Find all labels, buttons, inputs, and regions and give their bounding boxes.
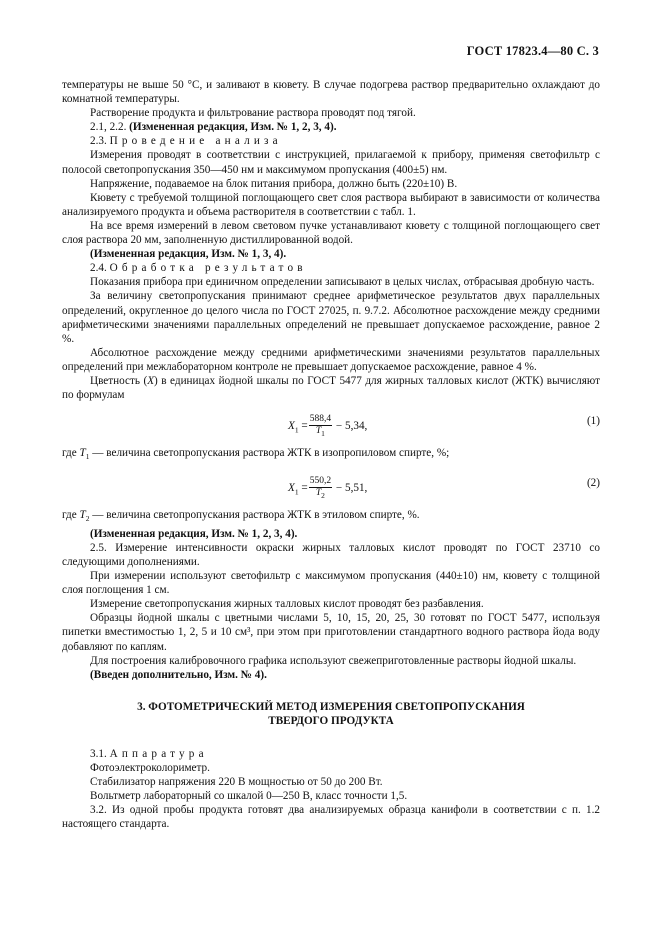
page-header: ГОСТ 17823.4—80 С. 3 xyxy=(466,44,599,58)
paragraph: Измерение светопропускания жирных талловых кислот проводят без разбавления. xyxy=(90,598,484,611)
formula-expression xyxy=(288,414,367,439)
text-span: Цветность ( xyxy=(90,374,148,387)
subscript: 1 xyxy=(294,487,299,497)
formula-rest: − 5,34, xyxy=(333,420,368,433)
formula-2 xyxy=(62,468,600,508)
denominator xyxy=(309,488,332,501)
section-title-line: 3. ФОТОМЕТРИЧЕСКИЙ МЕТОД ИЗМЕРЕНИЯ СВЕТОПРОПУСКАНИЯ xyxy=(137,700,525,713)
variable: T xyxy=(79,447,86,460)
operator: = xyxy=(298,420,308,433)
paragraph: температуры не выше 50 °С, и заливают в кювету. В случае подогрева раствор предварительно охлаждают до комнатной температуры. xyxy=(62,79,600,106)
subscript: 1 xyxy=(85,452,90,462)
paragraph: Вольтметр лабораторный со шкалой 0—250 В, класс точности 1,5. xyxy=(90,790,408,803)
text-span: — величина светопропускания раствора ЖТК в изопропиловом спирте, %; xyxy=(89,447,450,460)
amendment-note: (Измененная редакция, Изм. № 1, 2, 3, 4). xyxy=(90,527,298,540)
formula-number: (1) xyxy=(586,415,600,428)
section-title xyxy=(62,700,600,729)
subsection-title: Аппаратура xyxy=(109,747,208,760)
subscript: 1 xyxy=(294,425,299,435)
subscript: 1 xyxy=(321,429,325,439)
text-span: где xyxy=(62,509,80,522)
subscript: 2 xyxy=(85,514,90,524)
paragraph: 3.2. Из одной пробы продукта готовят два анализируемых образца канифоли в соответствии с п. 1.2 настоящего стандарта. xyxy=(62,804,600,831)
paragraph: Стабилизатор напряжения 220 В мощностью от 50 до 200 Вт. xyxy=(90,776,383,789)
numerator: 550,2 xyxy=(309,476,332,487)
amendment-text: (Измененная редакция, Изм. № 1, 2, 3, 4). xyxy=(129,121,337,134)
amendment-note: (Измененная редакция, Изм. № 1, 3, 4). xyxy=(90,248,287,261)
document-body xyxy=(62,78,600,831)
paragraph xyxy=(62,374,600,402)
paragraph: Фотоэлектроколориметр. xyxy=(90,761,210,774)
text-span: ) в единицах йодной шкалы по ГОСТ 5477 для жирных талловых кислот (ЖТК) вычисляют по формулам xyxy=(62,374,600,402)
numerator: 588,4 xyxy=(309,414,332,425)
paragraph: Показания прибора при единичном определении записывают в целых числах, отбрасывая дробную часть. xyxy=(90,276,595,289)
paragraph: Образцы йодной шкалы с цветными числами 5, 10, 15, 20, 25, 30 готовят по ГОСТ 5477, используя пипетки вместимостью 1, 2, 5 и 10 см³, при этом при приготовлении стандартного водного раствора йода воду добавляют по каплям. xyxy=(62,612,600,653)
variable: T xyxy=(315,488,322,499)
fraction xyxy=(309,414,332,439)
paragraph: Кювету с требуемой толщиной поглощающего свет слоя раствора выбирают в зависимости от количества анализируемого продукта и объема растворителя в соответствии с табл. 1. xyxy=(62,191,600,218)
clause-number: 3.1. xyxy=(90,747,110,760)
variable: X xyxy=(288,482,295,495)
fraction xyxy=(309,476,332,501)
subsection-heading xyxy=(62,134,600,148)
subscript: 2 xyxy=(321,491,325,501)
variable: X xyxy=(147,374,155,387)
variable: X xyxy=(288,420,295,433)
subsection-heading xyxy=(62,261,600,275)
amendment-note xyxy=(62,120,600,134)
variable: T xyxy=(315,426,322,437)
subsection-title: Проведение анализа xyxy=(109,135,282,148)
clause-number: 2.1, 2.2. xyxy=(90,121,130,134)
paragraph xyxy=(62,446,600,464)
paragraph: Напряжение, подаваемое на блок питания прибора, должно быть (220±10) В. xyxy=(90,177,458,190)
text-span: — величина светопропускания раствора ЖТК в этиловом спирте, %. xyxy=(89,509,420,522)
paragraph xyxy=(62,508,600,526)
formula-rest: − 5,51, xyxy=(333,482,368,495)
amendment-note: (Введен дополнительно, Изм. № 4). xyxy=(90,668,267,681)
paragraph: Для построения калибровочного графика используют свежеприготовленные растворы йодной шкалы. xyxy=(90,654,577,667)
paragraph: За величину светопропускания принимают среднее арифметическое результатов двух параллельных определений, округленное до целого числа по ГОСТ 27025, п. 9.7.2. Абсолютное расхождение между средними арифметическими значениями параллельных определений не превышает допускаемое расхождение, равное 2 %. xyxy=(62,290,600,345)
subsection-heading xyxy=(62,747,600,761)
denominator xyxy=(309,426,332,439)
operator: = xyxy=(298,482,308,495)
clause-number: 2.4. xyxy=(90,262,110,275)
section-title-line: ТВЕРДОГО ПРОДУКТА xyxy=(268,715,394,728)
clause-number: 2.3. xyxy=(90,135,110,148)
formula-expression xyxy=(288,476,367,501)
text-span: где xyxy=(62,447,80,460)
subsection-title: Обработка результатов xyxy=(109,262,307,275)
paragraph: Измерения проводят в соответствии с инструкцией, прилагаемой к прибору, применяя светофильтр с полосой светопропускания 350—450 нм и максимумом пропускания (400±5) нм. xyxy=(62,149,600,176)
paragraph: 2.5. Измерение интенсивности окраски жирных талловых кислот проводят по ГОСТ 23710 со следующими дополнениями. xyxy=(62,541,600,568)
variable: T xyxy=(79,509,86,522)
paragraph: Абсолютное расхождение между средними арифметическими значениями результатов параллельных определений при межлабораторном контроле не превышает допускаемое расхождение, равное 4 %. xyxy=(62,346,600,373)
paragraph: На все время измерений в левом световом пучке устанавливают кювету с толщиной поглощающего свет слоя раствора 20 мм, заполненную дистиллированной водой. xyxy=(62,219,600,247)
paragraph: При измерении используют светофильтр с максимумом пропускания (440±10) нм, кювету с толщиной слоя поглощения 1 см. xyxy=(62,570,600,597)
paragraph: Растворение продукта и фильтрование раствора проводят под тягой. xyxy=(90,107,416,120)
formula-1 xyxy=(62,406,600,446)
formula-number: (2) xyxy=(586,477,600,490)
